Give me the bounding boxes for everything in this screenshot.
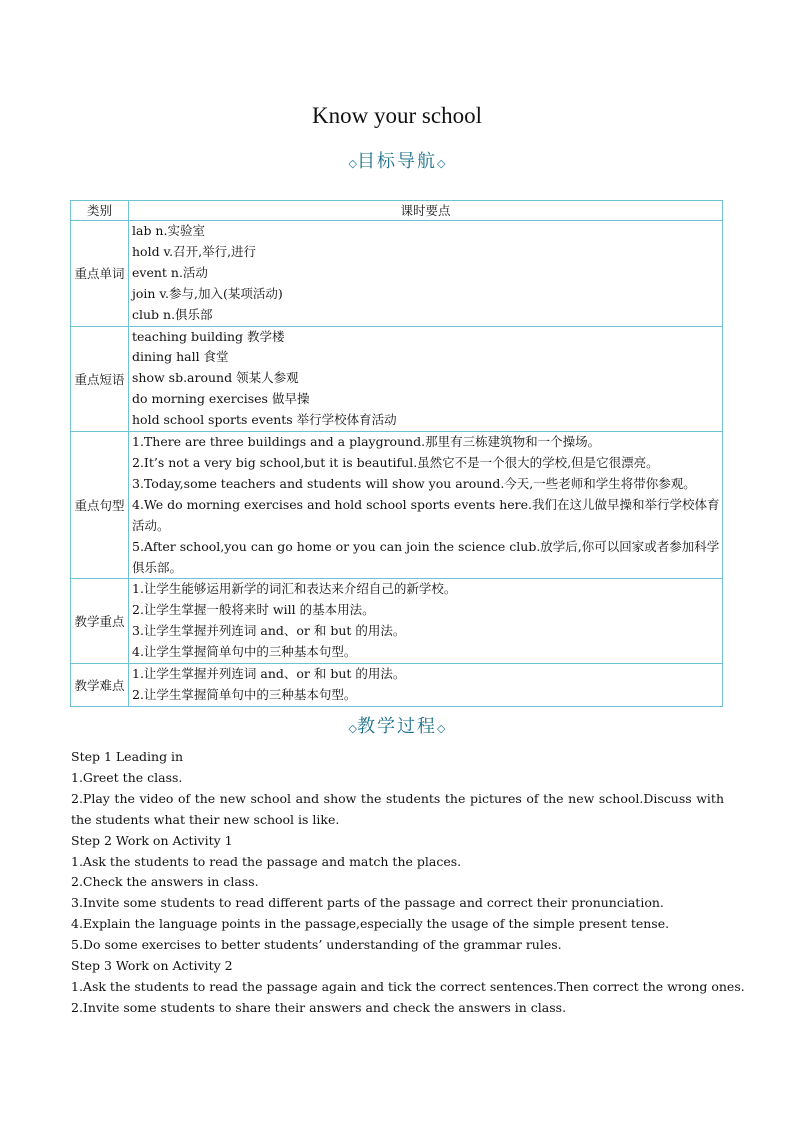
- section-heading-text: 教学过程: [357, 716, 437, 737]
- table-header-row: [71, 201, 723, 221]
- row-content: [129, 664, 723, 707]
- row-line: teaching building 教学楼: [132, 328, 285, 344]
- row-line: 1.让学生掌握并列连词 and、or 和 but 的用法。: [132, 666, 406, 682]
- row-line: join v.参与,加入(某项活动): [132, 285, 283, 301]
- step-heading: Step 2 Work on Activity 1: [71, 832, 233, 848]
- row-line: 4.We do morning exercises and hold school sports events here.我们在这儿做早操和举行学校体育活动。: [132, 496, 720, 533]
- diamond-icon: ◇: [348, 722, 357, 735]
- row-line: 2.让学生掌握简单句中的三种基本句型。: [132, 686, 357, 702]
- row-line: hold v.召开,举行,进行: [132, 243, 257, 259]
- table-row: [71, 579, 723, 664]
- row-line: club n.俱乐部: [132, 306, 213, 322]
- row-content: [129, 579, 723, 664]
- row-content: [129, 432, 723, 579]
- row-line: 1.让学生能够运用新学的词汇和表达来介绍自己的新学校。: [132, 581, 457, 597]
- row-category: 重点短语: [71, 326, 129, 432]
- step-item: 2.Check the answers in class.: [71, 874, 259, 890]
- step-item: 4.Explain the language points in the passage,especially the usage of the simple present tense.: [71, 916, 670, 932]
- row-line: show sb.around 领某人参观: [132, 370, 299, 386]
- row-content: [129, 221, 723, 327]
- step-item: 1.Ask the students to read the passage again and tick the correct sentences.Then correct the wrong ones.: [71, 978, 745, 994]
- section-heading-objectives: [0, 147, 794, 173]
- row-category: 教学难点: [71, 664, 129, 707]
- step-item: 1.Ask the students to read the passage and match the places.: [71, 853, 462, 869]
- teaching-process: [71, 747, 745, 1019]
- row-line: lab n.实验室: [132, 223, 205, 238]
- step-item: 1.Greet the class.: [71, 769, 183, 785]
- step-heading: Step 3 Work on Activity 2: [71, 958, 233, 974]
- row-line: 4.让学生掌握简单句中的三种基本句型。: [132, 644, 357, 660]
- row-line: 2.让学生掌握一般将来时 will 的基本用法。: [132, 602, 375, 618]
- step-item: 2.Invite some students to share their answers and check the answers in class.: [71, 999, 567, 1015]
- diamond-icon: ◇: [437, 157, 446, 170]
- row-content: [129, 326, 723, 432]
- row-line: 3.Today,some teachers and students will show you around.今天,一些老师和学生将带你参观。: [132, 475, 696, 491]
- table-header-category: 类别: [71, 201, 129, 221]
- row-line: 5.After school,you can go home or you can join the science club.放学后,你可以回家或者参加科学俱乐部。: [132, 538, 720, 575]
- step-item: 2.Play the video of the new school and show the students the pictures of the new school.Discuss with the students what their new school is like.: [71, 790, 724, 827]
- row-line: 2.It’s not a very big school,but it is beautiful.虽然它不是一个很大的学校,但是它很漂亮。: [132, 454, 659, 470]
- row-line: 1.There are three buildings and a playground.那里有三栋建筑物和一个操场。: [132, 434, 601, 450]
- section-heading-text: 目标导航: [357, 151, 437, 172]
- row-category: 重点句型: [71, 432, 129, 579]
- step-item: 3.Invite some students to read different parts of the passage and correct their pronunciation.: [71, 895, 664, 911]
- table-row: [71, 432, 723, 579]
- diamond-icon: ◇: [348, 157, 357, 170]
- table-row: [71, 221, 723, 327]
- table-header-points: 课时要点: [129, 201, 723, 221]
- diamond-icon: ◇: [437, 722, 446, 735]
- table-row: [71, 664, 723, 707]
- row-line: 3.让学生掌握并列连词 and、or 和 but 的用法。: [132, 623, 406, 639]
- document-title: Know your school: [312, 103, 482, 128]
- row-category: 重点单词: [71, 221, 129, 327]
- row-line: event n.活动: [132, 264, 208, 280]
- row-line: do morning exercises 做早操: [132, 391, 310, 407]
- row-category: 教学重点: [71, 579, 129, 664]
- table-row: [71, 326, 723, 432]
- objectives-table: [70, 200, 723, 707]
- step-heading: Step 1 Leading in: [71, 749, 184, 764]
- step-item: 5.Do some exercises to better students’ understanding of the grammar rules.: [71, 937, 562, 953]
- row-line: hold school sports events 举行学校体育活动: [132, 412, 397, 428]
- row-line: dining hall 食堂: [132, 349, 229, 365]
- section-heading-process: [0, 712, 794, 738]
